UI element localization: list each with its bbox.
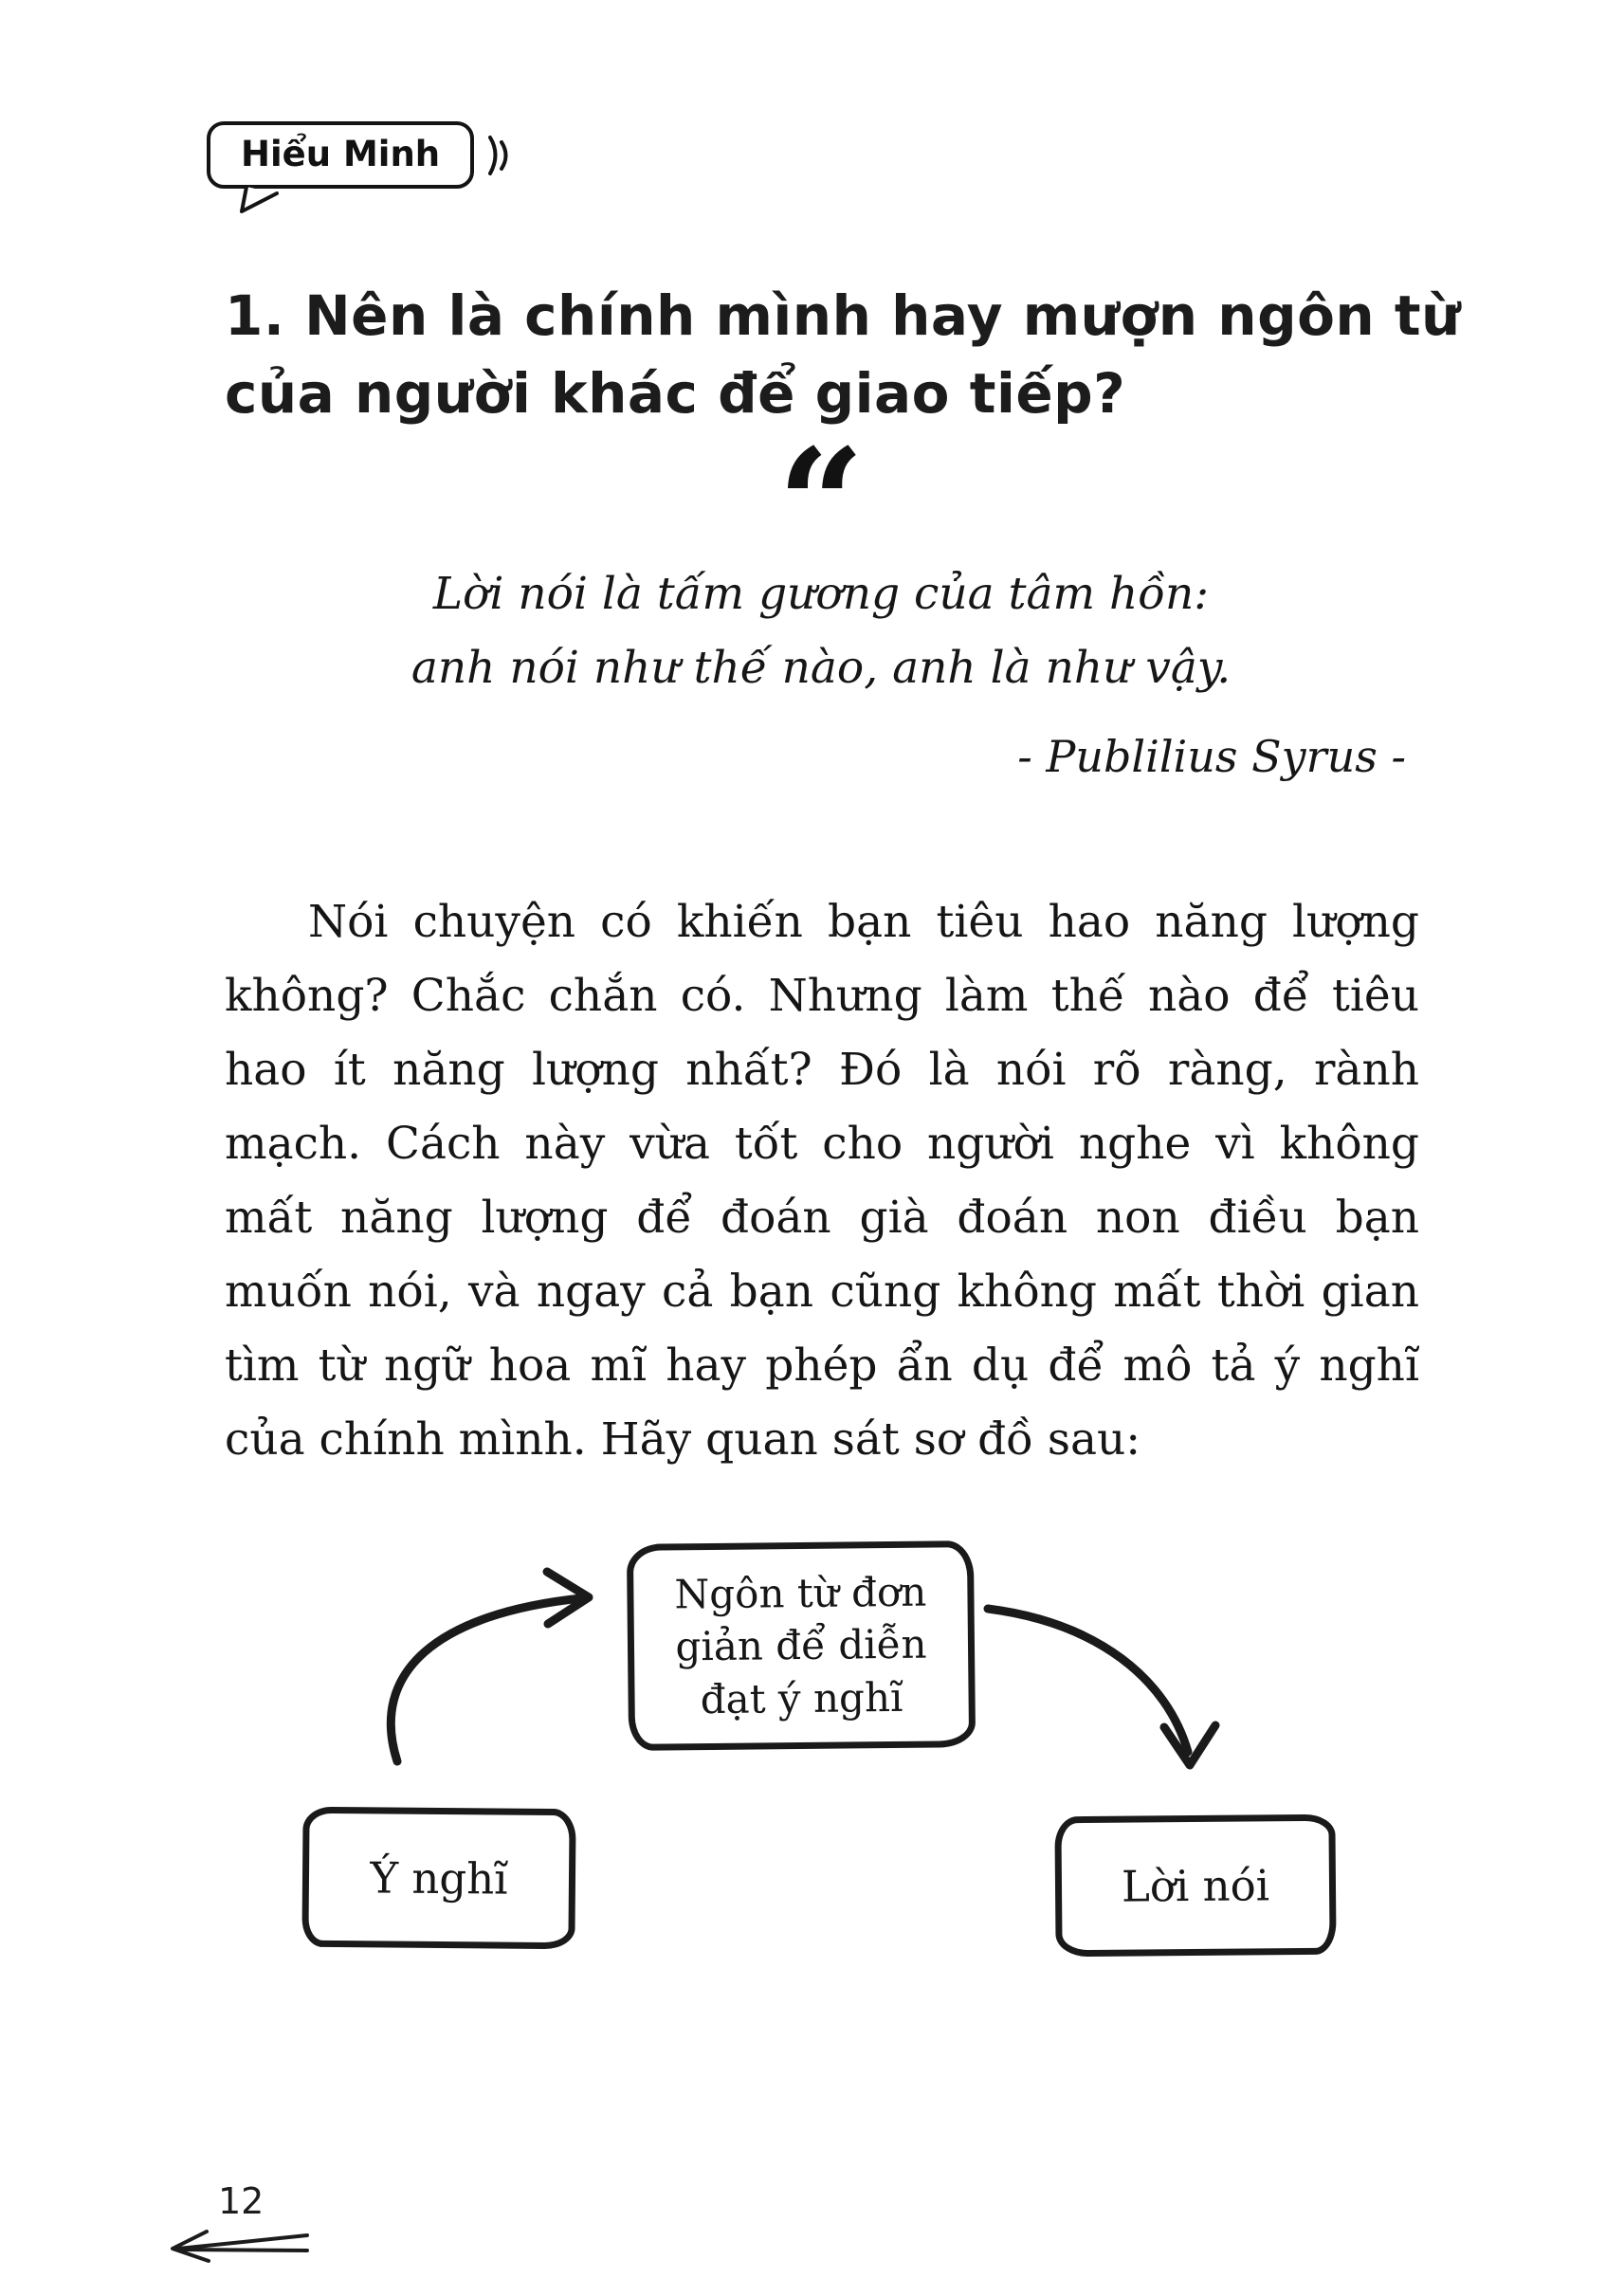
- section-heading-line-1: 1. Nên là chính mình hay mượn ngôn từ: [225, 283, 1461, 348]
- quote-mark-icon: “: [776, 415, 866, 593]
- quote-text: [225, 557, 1417, 705]
- section-heading-line-2: của người khác để giao tiếp?: [225, 361, 1126, 426]
- arrow-idea-to-words-icon: [391, 1572, 589, 1761]
- section-heading: [225, 277, 1461, 432]
- quote-attribution: - Publilius Syrus -: [1017, 731, 1406, 782]
- page-number: 12: [218, 2180, 265, 2222]
- diagram-node-idea-label: Ý nghĩ: [370, 1851, 508, 1904]
- speech-bubble-tail-icon: [239, 185, 281, 217]
- author-badge-box: [207, 121, 474, 189]
- page-arrow-icon: [155, 2222, 317, 2268]
- arrow-words-to-speech-icon: [988, 1609, 1215, 1765]
- author-badge: [207, 121, 514, 189]
- body-paragraph: Nói chuyện có khiến bạn tiêu hao năng lượng không? Chắc chắn có. Nhưng làm thế nào để tiêu hao ít năng lượng nhất? Đó là nói rõ ràng, rành mạch. Cách này vừa tốt cho người nghe vì không mất năng lượng để đoán già đoán non điều bạn muốn nói, và ngay cả bạn cũng không mất thời gian tìm từ ngữ hoa mĩ hay phép ẩn dụ để mô tả ý nghĩ của chính mình. Hãy quan sát sơ đồ sau:: [225, 896, 1419, 1466]
- diagram-node-speech: [1054, 1814, 1336, 1958]
- quote-line-2: anh nói như thế nào, anh là như vậy.: [411, 642, 1232, 694]
- diagram: [225, 1517, 1438, 1981]
- author-badge-label: Hiểu Minh: [241, 134, 441, 174]
- diagram-node-idea: [301, 1807, 575, 1950]
- diagram-node-words-label: Ngôn từ đơn giản để diễn đạt ý nghĩ: [674, 1568, 927, 1722]
- quote-line-1: Lời nói là tấm gương của tâm hồn:: [432, 568, 1210, 620]
- diagram-node-words: [627, 1540, 976, 1751]
- diagram-node-speech-label: Lời nói: [1121, 1859, 1270, 1912]
- badge-accent-icon: [485, 133, 514, 178]
